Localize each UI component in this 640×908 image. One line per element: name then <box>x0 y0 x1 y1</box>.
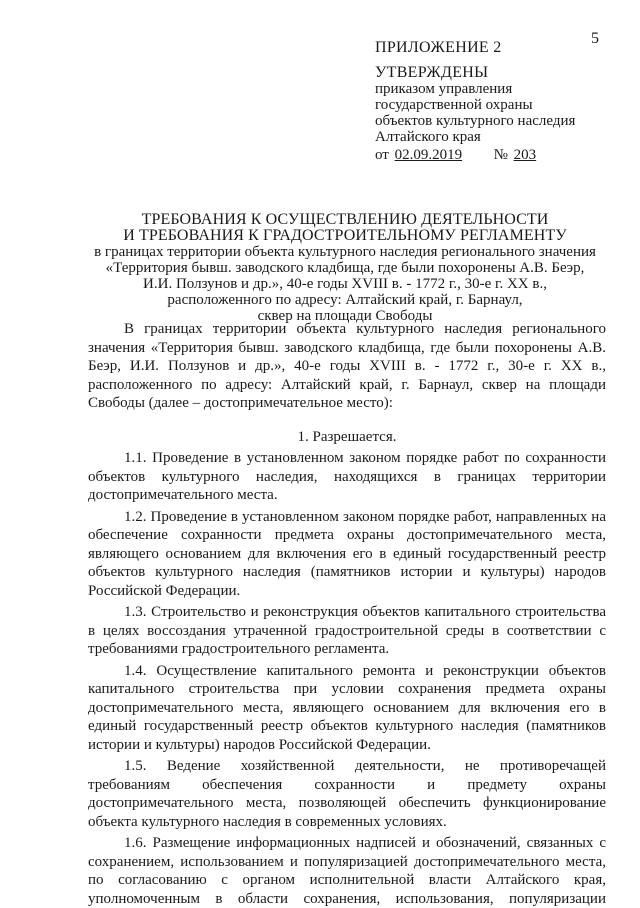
approval-line: Алтайского края <box>375 129 481 145</box>
intro-paragraph: В границах территории объекта культурного наследия регионального значения «Территория бывш. заводского кладбища, где были похоронены А.В. Беэр, И.И. Ползунов и др.», 40-е годы XVIII в. - 1772 г., 30-е г. XX в., расположенного по адресу: Алтайский край, г. Барнаул, сквер на площади Свободы (далее – достопримечательное место): <box>88 321 606 411</box>
section-heading: 1. Разрешается. <box>297 428 397 445</box>
title-line: ТРЕБОВАНИЯ К ОСУЩЕСТВЛЕНИЮ ДЕЯТЕЛЬНОСТИ <box>141 211 549 228</box>
title-line: в границах территории объекта культурного наследия регионального значения <box>94 244 596 260</box>
list-item: 1.3. Строительство и реконструкция объектов капитального строительства в целях воссоздания утраченной градостроительной среды в соответствии с требованиями градостроительного регламента. <box>88 604 606 657</box>
list-item: 1.2. Проведение в установленном законом порядке работ, направленных на обеспечение сохранности предмета охраны достопримечательного места, являющего основанием для включения его в единый государственный реестр объектов культурного наследия (памятников истории и культуры) народов Российской Федерации. <box>88 508 606 599</box>
approval-line: приказом управления <box>375 81 513 97</box>
list-item: 1.5. Ведение хозяйственной деятельности, не противоречащей требованиям обеспечения сохранности и предмету охраны достопримечательного места, позволяющей обеспечить функционирование объекта культурного наследия в современных условиях. <box>88 758 606 830</box>
page-number: 5 <box>591 30 599 47</box>
list-item: 1.6. Размещение информационных надписей и обозначений, связанных с сохранением, использованием и популяризацией достопримечательного места, по согласованию с органом исполнительной власти Алтайского края, уполномоченным в области сохранения, использования, популяризации <box>88 835 606 907</box>
list-item: 1.1. Проведение в установленном законом порядке работ по сохранности объектов культурного наследия, находящихся в границах территории достопримечательного места. <box>88 450 606 503</box>
list-item: 1.4. Осуществление капитального ремонта и реконструкции объектов капитального строительства при условии сохранения предмета охраны достопримечательного места, являющего основанием для включения его в единый государственный реестр объектов культурного наследия (памятников истории и культуры) народов Российской Федерации. <box>88 662 606 753</box>
document-body <box>88 320 606 908</box>
title-line: И ТРЕБОВАНИЯ К ГРАДОСТРОИТЕЛЬНОМУ РЕГЛАМЕНТУ <box>123 227 567 244</box>
approval-line: государственной охраны <box>375 97 533 113</box>
title-line: И.И. Ползунов и др.», 40-е годы XVIII в. - 1772 г., 30-е г. XX в., <box>143 276 547 292</box>
number-prefix: № <box>493 147 508 163</box>
approval-line: объектов культурного наследия <box>375 113 576 129</box>
approval-block <box>375 40 615 163</box>
order-number: 203 <box>513 147 537 163</box>
title-line: расположенного по адресу: Алтайский край, г. Барнаул, <box>167 292 523 308</box>
order-date: 02.09.2019 <box>394 147 463 163</box>
title-line: сквер на площади Свободы <box>257 308 433 324</box>
appendix-label: ПРИЛОЖЕНИЕ 2 <box>375 39 502 56</box>
date-prefix: от <box>375 147 389 163</box>
title-line: «Территория бывш. заводского кладбища, где были похоронены А.В. Беэр, <box>105 260 585 276</box>
approved-label: УТВЕРЖДЕНЫ <box>375 64 489 81</box>
order-date-line <box>375 147 615 163</box>
document-title <box>85 212 605 324</box>
